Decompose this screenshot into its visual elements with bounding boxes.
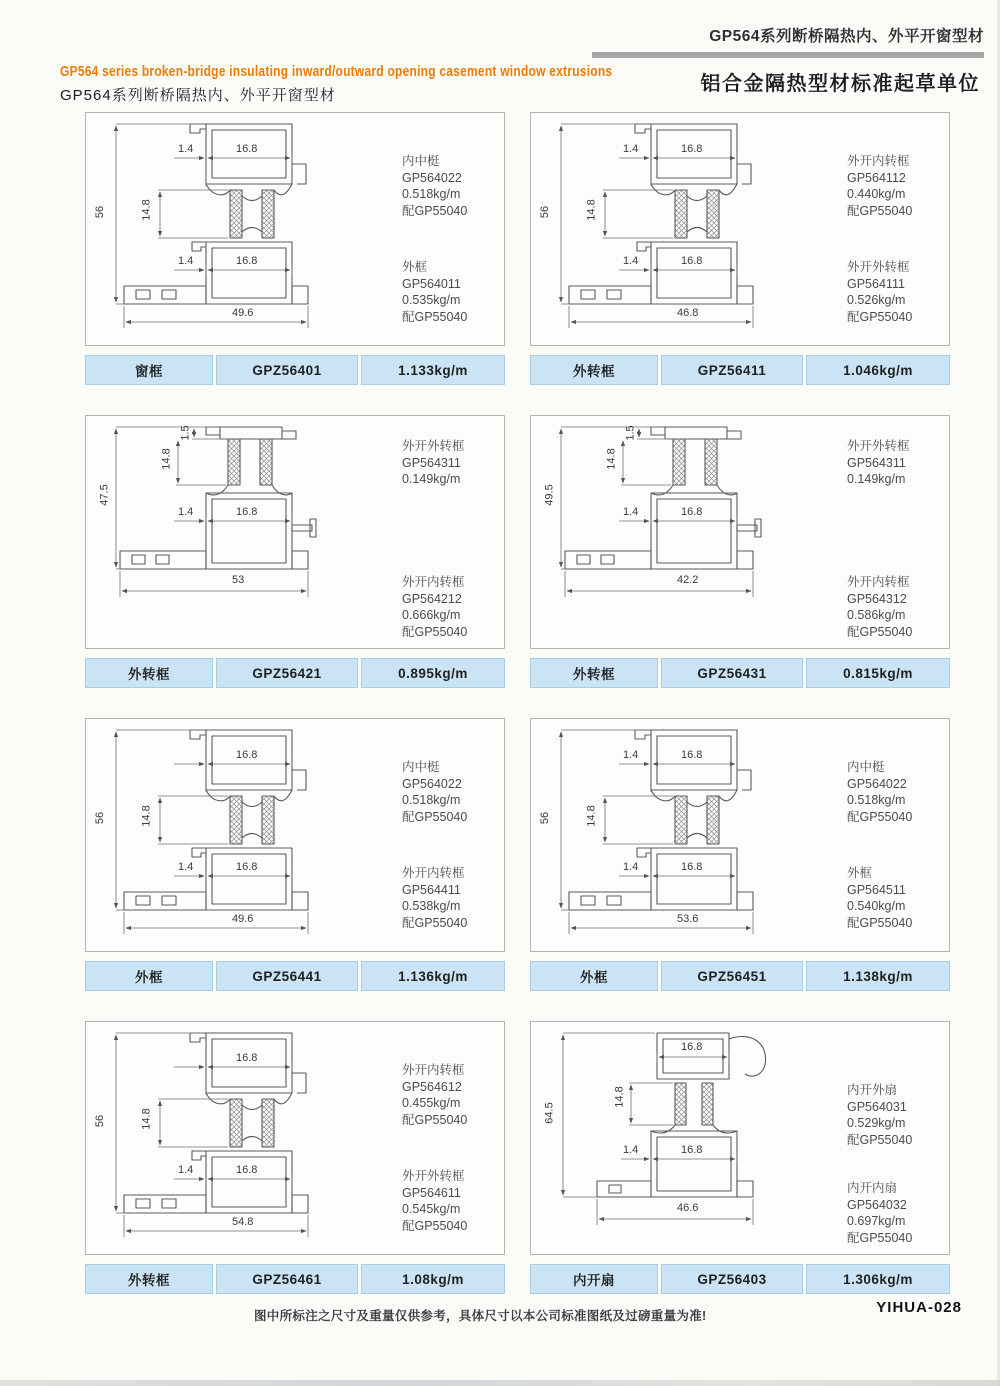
summary-part-name: 外转框 [530, 658, 658, 688]
part-name: 外开外转框 [402, 439, 465, 453]
summary-part-code: GPZ56411 [661, 355, 803, 385]
dim-top-width: 16.8 [681, 143, 703, 155]
page-number: YIHUA-028 [876, 1299, 962, 1316]
dim-top-width: 16.8 [681, 1041, 703, 1053]
part-name: 内中梃 [402, 154, 440, 168]
dim-strip-height: 14.8 [613, 1086, 626, 1108]
header-divider-bar [592, 52, 984, 58]
profile-panel [530, 415, 950, 688]
dim-overall-height: 56 [94, 811, 107, 825]
profile-panel [530, 718, 950, 991]
part-weight: 0.149kg/m [847, 472, 906, 486]
summary-part-weight: 0.815kg/m [806, 658, 950, 688]
dim-mid-height: 14.8 [585, 199, 598, 221]
part-code: GP564011 [402, 276, 461, 291]
part-code: GP564511 [847, 882, 906, 897]
dim-overall-width: 46.6 [677, 1202, 699, 1214]
part-match: 配GP55040 [402, 915, 468, 930]
dim-lower-width: 16.8 [681, 506, 703, 518]
dim-lower-offset: 1.4 [623, 506, 639, 518]
part-name: 内中梃 [847, 760, 885, 774]
part-weight: 0.518kg/m [402, 793, 461, 807]
panel-summary-bar [530, 961, 950, 991]
part-name: 内开内扇 [847, 1181, 898, 1195]
summary-part-name: 外框 [530, 961, 658, 991]
profile-outline-svg [539, 421, 839, 641]
annotation-block-top [402, 153, 504, 219]
annotation-block-bottom [402, 865, 504, 931]
part-code: GP564411 [402, 882, 461, 897]
part-name: 外开内转框 [847, 575, 910, 589]
dim-overall-width: 49.6 [232, 913, 254, 925]
part-weight: 0.440kg/m [847, 187, 906, 201]
profile-panels-grid [85, 112, 950, 1294]
summary-part-name: 外框 [85, 961, 213, 991]
profile-panel [530, 112, 950, 385]
series-subtitle-cn: GP564系列断桥隔热内、外平开窗型材 [60, 87, 336, 104]
part-weight: 0.540kg/m [847, 899, 906, 913]
panel-summary-bar [85, 961, 505, 991]
dim-top-width: 16.8 [236, 143, 258, 155]
profile-cross-section-drawing [94, 421, 394, 641]
part-code: GP564611 [402, 1185, 461, 1200]
part-weight: 0.666kg/m [402, 608, 461, 622]
dim-overall-height: 56 [539, 205, 552, 219]
series-title-en: GP564 series broken-bridge insulating inward/outward opening casement window extrusions [60, 63, 613, 80]
dim-lower-width: 16.8 [681, 861, 703, 873]
part-weight: 0.149kg/m [402, 472, 461, 486]
part-name: 外开内转框 [402, 866, 465, 880]
dim-overall-width: 53.6 [677, 913, 699, 925]
part-match: 配GP55040 [402, 1112, 468, 1127]
part-code: GP564031 [847, 1099, 907, 1114]
profile-drawing-box [530, 1021, 950, 1255]
scan-artifact-bottom [0, 1380, 1000, 1386]
dim-top-offset: 1.4 [623, 749, 639, 761]
profile-cross-section-drawing [94, 724, 394, 944]
dim-overall-height: 49.5 [543, 484, 556, 506]
profile-panel [530, 1021, 950, 1294]
dim-strip-height: 14.8 [160, 448, 173, 470]
part-match: 配GP55040 [402, 624, 468, 639]
part-name: 外开内转框 [402, 1063, 465, 1077]
part-code: GP564111 [847, 276, 905, 291]
dim-overall-width: 53 [232, 574, 245, 586]
dim-top-thickness: 1.5 [624, 425, 637, 441]
profile-drawing-box [530, 415, 950, 649]
dim-top-offset: 1.4 [623, 143, 639, 155]
summary-part-name: 内开扇 [530, 1264, 658, 1294]
annotation-block-bottom [402, 574, 504, 640]
scan-artifact-top [0, 0, 1000, 4]
dim-overall-width: 54.8 [232, 1216, 254, 1228]
part-code: GP564032 [847, 1197, 907, 1212]
dim-mid-height: 14.8 [140, 199, 153, 221]
dim-lower-offset: 1.4 [623, 1144, 639, 1156]
panel-summary-bar [530, 658, 950, 688]
part-weight: 0.518kg/m [847, 793, 906, 807]
annotation-block-top [847, 153, 949, 219]
dim-overall-height: 56 [94, 1114, 107, 1128]
part-name: 外开内转框 [402, 575, 465, 589]
part-code: GP564022 [847, 776, 907, 791]
part-weight: 0.586kg/m [847, 608, 906, 622]
summary-part-weight: 1.138kg/m [806, 961, 950, 991]
profile-drawing-box [85, 718, 505, 952]
annotation-block-bottom [402, 259, 504, 325]
profile-drawing-box [530, 718, 950, 952]
part-code: GP564022 [402, 170, 462, 185]
part-weight: 0.526kg/m [847, 293, 906, 307]
annotation-block-top [402, 1062, 504, 1128]
summary-part-weight: 1.08kg/m [361, 1264, 505, 1294]
panel-summary-bar [85, 658, 505, 688]
summary-part-weight: 1.136kg/m [361, 961, 505, 991]
company-credential-title: 铝合金隔热型材标准起草单位 [700, 73, 980, 95]
dim-mid-height: 14.8 [140, 805, 153, 827]
part-match: 配GP55040 [402, 1218, 468, 1233]
summary-part-code: GPZ56451 [661, 961, 803, 991]
part-code: GP564212 [402, 591, 462, 606]
annotation-block-top [847, 759, 949, 825]
part-code: GP564612 [402, 1079, 462, 1094]
dim-lower-offset: 1.4 [623, 255, 639, 267]
part-match: 配GP55040 [847, 624, 913, 639]
dim-strip-height: 14.8 [605, 448, 618, 470]
part-match: 配GP55040 [847, 309, 913, 324]
dim-overall-height: 56 [94, 205, 107, 219]
dim-top-thickness: 1.5 [179, 425, 192, 441]
part-weight: 0.529kg/m [847, 1116, 906, 1130]
dim-top-width: 16.8 [236, 1052, 258, 1064]
dim-lower-width: 16.8 [236, 1164, 258, 1176]
dim-overall-width: 49.6 [232, 307, 254, 319]
part-weight: 0.697kg/m [847, 1214, 906, 1228]
part-match: 配GP55040 [847, 1132, 913, 1147]
summary-part-code: GPZ56461 [216, 1264, 358, 1294]
dim-overall-width: 46.8 [677, 307, 699, 319]
profile-drawing-box [85, 1021, 505, 1255]
profile-drawing-box [530, 112, 950, 346]
part-name: 外开外转框 [847, 260, 910, 274]
dim-overall-height: 64.5 [543, 1102, 556, 1124]
summary-part-weight: 1.046kg/m [806, 355, 950, 385]
header-left [60, 63, 750, 105]
dim-lower-width: 16.8 [681, 255, 703, 267]
dim-lower-offset: 1.4 [178, 255, 194, 267]
dim-overall-width: 42.2 [677, 574, 699, 586]
dim-lower-offset: 1.4 [178, 506, 194, 518]
disclaimer-note: 图中所标注之尺寸及重量仅供参考，具体尺寸以本公司标准图纸及过磅重量为准! [254, 1309, 707, 1323]
part-match: 配GP55040 [847, 1230, 913, 1245]
part-weight: 0.538kg/m [402, 899, 461, 913]
part-name: 内中梃 [402, 760, 440, 774]
summary-part-name: 外转框 [85, 1264, 213, 1294]
profile-cross-section-drawing [94, 1027, 394, 1247]
summary-part-code: GPZ56431 [661, 658, 803, 688]
dim-lower-width: 16.8 [236, 861, 258, 873]
summary-part-weight: 0.895kg/m [361, 658, 505, 688]
profile-cross-section-drawing [539, 1027, 839, 1247]
annotation-block-top [402, 759, 504, 825]
profile-outline-svg [539, 1027, 839, 1247]
part-match: 配GP55040 [847, 915, 913, 930]
profile-cross-section-drawing [539, 724, 839, 944]
summary-part-code: GPZ56421 [216, 658, 358, 688]
annotation-block-bottom [847, 1180, 949, 1246]
part-code: GP564312 [847, 591, 907, 606]
summary-part-weight: 1.133kg/m [361, 355, 505, 385]
profile-drawing-box [85, 415, 505, 649]
part-name: 外框 [402, 260, 428, 274]
dim-top-width: 16.8 [236, 749, 258, 761]
annotation-block-bottom [847, 259, 949, 325]
part-match: 配GP55040 [402, 203, 468, 218]
dim-lower-offset: 1.4 [178, 861, 194, 873]
part-weight: 0.518kg/m [402, 187, 461, 201]
panel-summary-bar [530, 355, 950, 385]
dim-top-width: 16.8 [681, 749, 703, 761]
part-code: GP564112 [847, 170, 906, 185]
dim-lower-offset: 1.4 [623, 861, 639, 873]
dim-top-offset: 1.4 [178, 143, 194, 155]
annotation-block-top [847, 438, 949, 488]
summary-part-name: 外转框 [530, 355, 658, 385]
dim-mid-height: 14.8 [140, 1108, 153, 1130]
annotation-block-bottom [402, 1168, 504, 1234]
summary-part-code: GPZ56441 [216, 961, 358, 991]
part-weight: 0.545kg/m [402, 1202, 461, 1216]
part-match: 配GP55040 [402, 809, 468, 824]
profile-cross-section-drawing [94, 118, 394, 338]
annotation-block-top [847, 1082, 949, 1148]
panel-summary-bar [85, 1264, 505, 1294]
profile-panel [85, 718, 505, 991]
part-name: 内开外扇 [847, 1083, 898, 1097]
profile-drawing-box [85, 112, 505, 346]
panel-summary-bar [85, 355, 505, 385]
profile-panel [85, 1021, 505, 1294]
profile-panel [85, 415, 505, 688]
annotation-block-bottom [847, 865, 949, 931]
panel-summary-bar [530, 1264, 950, 1294]
part-match: 配GP55040 [847, 203, 913, 218]
summary-part-weight: 1.306kg/m [806, 1264, 950, 1294]
profile-cross-section-drawing [539, 118, 839, 338]
part-name: 外开内转框 [847, 154, 910, 168]
series-title-cn: GP564系列断桥隔热内、外平开窗型材 [709, 28, 984, 45]
dim-mid-height: 14.8 [585, 805, 598, 827]
part-match: 配GP55040 [402, 309, 468, 324]
part-name: 外框 [847, 866, 873, 880]
dim-lower-width: 16.8 [236, 255, 258, 267]
profile-panel [85, 112, 505, 385]
annotation-block-bottom [847, 574, 949, 640]
dim-overall-height: 47.5 [98, 484, 111, 506]
dim-overall-height: 56 [539, 811, 552, 825]
part-weight: 0.535kg/m [402, 293, 461, 307]
part-code: GP564022 [402, 776, 462, 791]
profile-cross-section-drawing [539, 421, 839, 641]
part-weight: 0.455kg/m [402, 1096, 461, 1110]
dim-lower-width: 16.8 [236, 506, 258, 518]
summary-part-name: 窗框 [85, 355, 213, 385]
part-code: GP564311 [402, 455, 461, 470]
profile-outline-svg [94, 421, 394, 641]
part-name: 外开外转框 [402, 1169, 465, 1183]
summary-part-name: 外转框 [85, 658, 213, 688]
part-match: 配GP55040 [847, 809, 913, 824]
dim-lower-width: 16.8 [681, 1144, 703, 1156]
dim-lower-offset: 1.4 [178, 1164, 194, 1176]
annotation-block-top [402, 438, 504, 488]
part-code: GP564311 [847, 455, 906, 470]
summary-part-code: GPZ56403 [661, 1264, 803, 1294]
summary-part-code: GPZ56401 [216, 355, 358, 385]
part-name: 外开外转框 [847, 439, 910, 453]
